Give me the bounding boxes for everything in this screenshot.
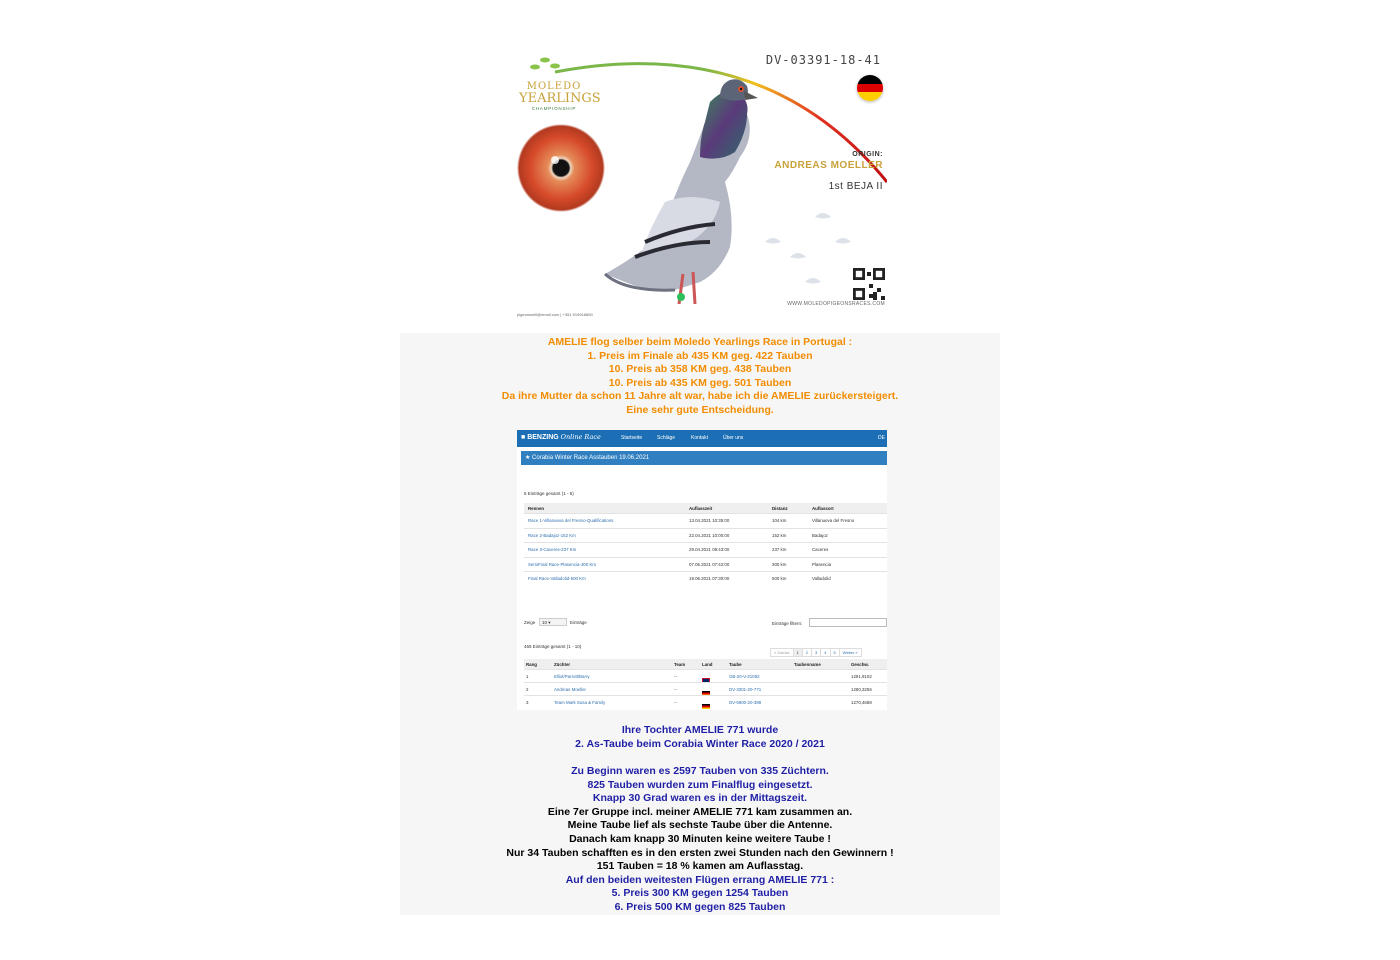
pager-prev: « Zurück <box>770 648 794 657</box>
race-time: 07.05.2021 07:42:00 <box>689 561 730 567</box>
race-location: Valladolid <box>812 576 831 582</box>
col-rang: Rang <box>526 662 537 667</box>
pager-page: 4 <box>820 648 830 657</box>
result-pigeon: DV-5900-20-389 <box>729 700 762 705</box>
story-line: Eine 7er Gruppe incl. meiner AMELIE 771 kam zusammen an. <box>547 805 853 818</box>
entries-info: 5 Einträge gesamt (1 - 5) <box>524 491 574 496</box>
benzing-results-screenshot <box>517 430 887 710</box>
result-row <box>524 669 887 682</box>
show-suffix: Einträge <box>570 620 587 625</box>
logo-script: Online Race <box>560 433 601 441</box>
story-line: 6. Preis 500 KM gegen 825 Tauben <box>614 900 786 913</box>
race-title-bar: ★ Corabia Winter Race Asstauben 19.06.2021 <box>521 451 887 465</box>
daughter-line: Ihre Tochter AMELIE 771 wurde <box>621 724 779 736</box>
intro-text <box>400 336 1000 418</box>
pagination <box>770 641 861 655</box>
benzing-logo <box>521 433 601 441</box>
race-distance: 104 km <box>772 518 787 523</box>
result-rank: 1 <box>526 674 529 679</box>
pager-next: Weiter » <box>839 648 862 657</box>
race-location: Badajoz <box>812 532 828 538</box>
intro-line: AMELIE flog selber beim Moledo Yearlings Race in Portugal : <box>547 336 853 348</box>
germany-flag-icon <box>857 75 883 101</box>
race-time: 22.04.2021 10:00:00 <box>689 532 730 538</box>
logo-text: BENZING <box>527 434 559 441</box>
nav-startseite: Startseite <box>621 435 643 441</box>
result-rank: 3 <box>526 700 529 705</box>
brand-logo <box>519 81 601 112</box>
origin-label: ORIGIN: <box>852 151 883 158</box>
pigeon-promo-image <box>515 42 887 320</box>
result-speed: 1270,4688 <box>851 700 872 705</box>
col-team: Team <box>674 662 686 667</box>
col-auflasszeit: Auflasszeit <box>689 506 713 511</box>
race-row <box>524 571 887 586</box>
pager-page: 1 <box>793 648 803 657</box>
story-line: Nur 34 Tauben schafften es in den ersten zwei Stunden nach den Gewinnern ! <box>506 846 894 859</box>
race-row <box>524 513 887 528</box>
intro-line: Da ihre Mutter da schon 11 Jahre alt war, habe ich die AMELIE zurückersteigert. <box>501 390 899 403</box>
intro-line: 10. Preis ab 358 KM geg. 438 Tauben <box>608 363 792 376</box>
race-location: Villanueva del Fresno <box>812 518 855 523</box>
entries-info-2: 465 Einträge gesamt (1 - 10) <box>524 644 582 649</box>
race-time: 19.06.2021 07:30:00 <box>689 576 730 582</box>
origin-title: 1st BEJA II <box>828 181 883 192</box>
pager-page: 2 <box>802 648 812 657</box>
result-row <box>524 695 887 708</box>
race-link: Race 3-Caceres-237 Km <box>528 547 577 553</box>
nav-schlaege: Schläge <box>657 435 676 441</box>
result-speed: 1291,9102 <box>851 674 872 679</box>
daughter-text <box>400 724 1000 751</box>
chevron-down-icon: ▾ <box>548 620 551 625</box>
results-header-row <box>524 659 887 669</box>
nav-ueber-uns: Über uns <box>723 435 744 441</box>
col-zuechter: Züchter <box>554 662 571 667</box>
race-story-text <box>400 765 1000 915</box>
benzing-navbar <box>517 430 887 447</box>
brand-line1: MOLEDO <box>526 81 582 92</box>
filter-label: Einträge filtern: <box>772 621 803 626</box>
col-geschw: Geschw. <box>851 662 869 667</box>
race-location: Caceres <box>812 547 829 553</box>
intro-line: Eine sehr gute Entscheidung. <box>626 403 774 416</box>
result-rank: 2 <box>526 687 529 692</box>
race-row <box>524 542 887 557</box>
contact-text: pigeonsmill@email.com | +351 919918850 <box>517 312 593 317</box>
col-rennen: Rennen <box>528 506 545 511</box>
page-size-select <box>539 618 567 626</box>
story-line: Zu Beginn waren es 2597 Tauben von 335 Züchtern. <box>571 765 829 777</box>
pager-page: 3 <box>811 648 821 657</box>
race-time: 13.04.2021 10:35:00 <box>689 518 730 523</box>
result-pigeon: DV-3301-20-771 <box>729 687 762 692</box>
race-location: Plasencia <box>812 561 832 567</box>
pager-page: 5 <box>830 648 840 657</box>
story-line: Knapp 30 Grad waren es in der Mittagszeit. <box>592 792 808 805</box>
brand-line3: CHAMPIONSHIP <box>531 106 577 111</box>
home-icon: ■ <box>521 434 528 441</box>
result-breeder: Andreas Moeller <box>554 687 586 692</box>
intro-line: 1. Preis im Finale ab 435 KM geg. 422 Tauben <box>587 349 813 362</box>
col-auflassort: Auflassort <box>812 506 834 511</box>
races-header-row <box>524 503 887 513</box>
show-label: Zeige <box>524 620 536 625</box>
story-line: Danach kam knapp 30 Minuten keine weitere Taube ! <box>569 832 831 845</box>
results-table <box>524 659 887 708</box>
result-team: -- <box>674 674 677 679</box>
origin-name: ANDREAS MOELLER <box>774 160 883 171</box>
story-line: 5. Preis 300 KM gegen 1254 Tauben <box>611 887 789 900</box>
nav-kontakt: Kontakt <box>691 435 708 441</box>
story-line: 151 Tauben = 18 % kamen am Auflasstag. <box>596 860 804 873</box>
website-text: WWW.MOLEDOPIGEONSRACES.COM <box>787 301 885 307</box>
story-line: Auf den beiden weitesten Flügen errang AMELIE 771 : <box>565 873 835 886</box>
story-line: 825 Tauben wurden zum Finalflug eingesetzt. <box>587 778 813 791</box>
story-line: Meine Taube lief als sechste Taube über die Antenne. <box>567 819 833 832</box>
result-team: -- <box>674 700 677 705</box>
race-distance: 237 km <box>772 547 787 553</box>
col-land: Land <box>702 662 713 667</box>
intro-line: 10. Preis ab 435 KM geg. 501 Tauben <box>608 376 792 389</box>
race-link: Race 1-Villanueva del Fresno-Qualifications <box>528 518 614 523</box>
result-breeder: Team Mark Susa & Family <box>554 700 606 705</box>
result-speed: 1280,3256 <box>851 687 872 692</box>
page-size-value: 10 <box>542 620 548 625</box>
daughter-line: 2. As-Taube beim Corabia Winter Race 2020 / 2021 <box>575 737 825 750</box>
race-time: 29.04.2021 09:43:00 <box>689 547 730 553</box>
race-link: SemiFinal Race-Plasencia-300 Km <box>528 561 597 567</box>
col-taubenname: Taubenname <box>794 662 821 667</box>
result-row <box>524 682 887 695</box>
race-link: Race 2-Badajoz-152 Km <box>528 532 576 538</box>
races-table <box>524 503 887 586</box>
qr-code-icon <box>853 268 885 300</box>
ring-number: DV-03391-18-41 <box>765 53 881 67</box>
filter-input <box>809 618 887 627</box>
race-distance: 500 km <box>772 576 787 582</box>
col-distanz: Distanz <box>772 506 788 511</box>
result-breeder: Elliot/Parrott/Barry <box>554 674 590 679</box>
race-link: Final Race-Valladolid-500 Km <box>528 576 586 582</box>
race-row <box>524 557 887 572</box>
result-team: -- <box>674 687 677 692</box>
race-distance: 152 km <box>772 532 787 538</box>
col-taube: Taube <box>729 662 742 667</box>
brand-line2: YEARLINGS <box>519 91 601 106</box>
result-pigeon: GB-20-V-31082 <box>729 674 760 679</box>
language-selector: DE <box>878 435 885 441</box>
race-row <box>524 528 887 543</box>
race-distance: 300 km <box>772 561 787 567</box>
